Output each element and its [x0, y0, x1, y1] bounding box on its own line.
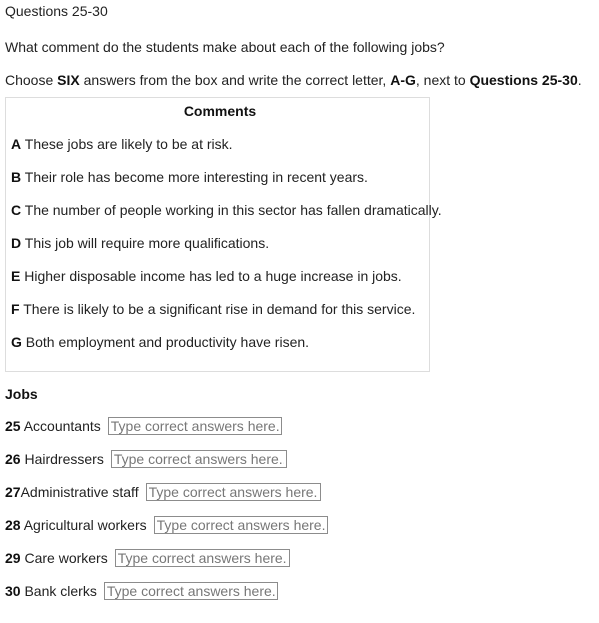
comment-g	[11, 334, 429, 351]
choose-next: , next to	[415, 72, 470, 88]
job-number: 26	[5, 450, 21, 467]
comment-f	[11, 301, 429, 318]
comments-title: Comments	[183, 103, 257, 119]
job-name: Administrative staff	[20, 483, 139, 500]
job-row-28	[5, 515, 595, 535]
job-row-27	[5, 482, 595, 502]
comment-e	[11, 268, 429, 285]
comment-letter: B	[11, 169, 22, 185]
comment-text: These jobs are likely to be at risk.	[21, 136, 233, 152]
comment-letter: E	[11, 268, 21, 284]
comment-letter: C	[11, 202, 22, 218]
comment-letter: G	[11, 334, 22, 350]
choose-end: .	[577, 72, 582, 88]
comment-a	[11, 136, 429, 153]
comment-b	[11, 169, 429, 186]
job-row-30	[5, 581, 595, 601]
choose-letters: A-G	[390, 72, 416, 88]
comment-letter: F	[11, 301, 20, 317]
job-row-29	[5, 548, 595, 568]
job-number: 30	[5, 582, 21, 599]
job-name: Bank clerks	[20, 582, 97, 599]
comment-c	[11, 202, 442, 219]
questions-section	[5, 0, 595, 601]
job-name: Hairdressers	[20, 450, 104, 467]
job-label	[5, 451, 104, 468]
choose-middle: answers from the box and write the correct letter,	[79, 72, 391, 88]
job-label	[5, 583, 97, 600]
job-label	[5, 418, 101, 435]
comment-letter: A	[11, 136, 22, 152]
job-number: 25	[5, 417, 21, 434]
answer-input-30[interactable]	[104, 582, 278, 600]
jobs-title: Jobs	[5, 386, 38, 402]
comment-letter: D	[11, 235, 22, 251]
answer-input-25[interactable]	[108, 417, 282, 435]
comment-text: Higher disposable income has led to a huge increase in jobs.	[20, 268, 402, 284]
job-row-25	[5, 416, 595, 436]
job-name: Agricultural workers	[20, 516, 147, 533]
comment-text: Their role has become more interesting in recent years.	[21, 169, 368, 185]
job-number: 28	[5, 516, 21, 533]
job-label	[5, 550, 108, 567]
comment-text: The number of people working in this sector has fallen dramatically.	[21, 202, 442, 218]
job-row-26	[5, 449, 595, 469]
comment-text: This job will require more qualifications.	[21, 235, 270, 251]
comment-d	[11, 235, 429, 252]
answer-input-28[interactable]	[154, 516, 328, 534]
job-number: 29	[5, 549, 21, 566]
job-label	[5, 517, 147, 534]
choose-prefix: Choose	[5, 72, 58, 88]
questions-range-heading: Questions 25-30	[5, 3, 108, 19]
job-name: Accountants	[20, 417, 101, 434]
choose-instruction	[5, 72, 595, 89]
comments-box	[5, 97, 442, 372]
answer-input-29[interactable]	[115, 549, 290, 567]
comment-text: Both employment and productivity have risen.	[21, 334, 310, 350]
choose-questions: Questions 25-30	[469, 72, 578, 88]
question-prompt: What comment do the students make about each of the following jobs?	[5, 39, 445, 55]
job-number: 27	[5, 483, 21, 500]
job-label	[5, 484, 139, 501]
choose-count: SIX	[57, 72, 80, 88]
comment-text: There is likely to be a significant rise in demand for this service.	[19, 301, 416, 317]
answer-input-27[interactable]	[146, 483, 321, 501]
job-name: Care workers	[20, 549, 108, 566]
answer-input-26[interactable]	[111, 450, 287, 468]
